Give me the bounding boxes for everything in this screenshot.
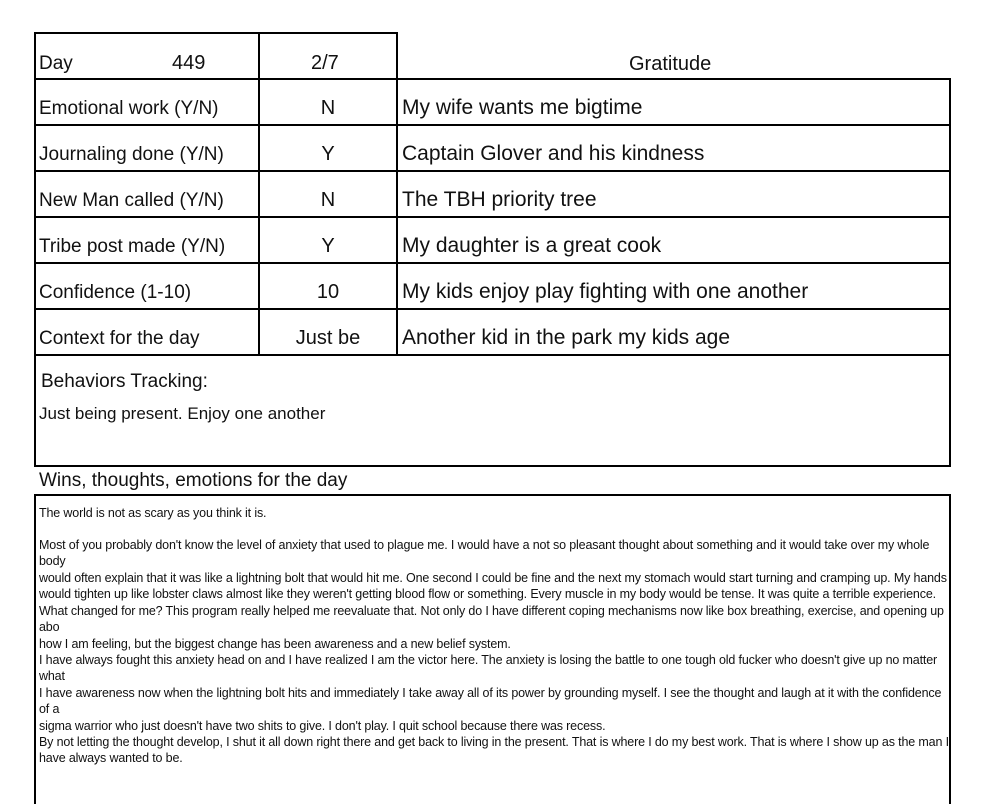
- wins-title: Wins, thoughts, emotions for the day: [39, 470, 348, 491]
- wins-paragraph-6: By not letting the thought develop, I shut it all down right there and get back to living in the present. That is where I do my best work. That is where I show up as the man I have always wanted to be.: [39, 735, 949, 766]
- row-label: Emotional work (Y/N): [39, 98, 219, 119]
- row-gratitude: Another kid in the park my kids age: [402, 326, 731, 349]
- wins-paragraph-2: Most of you probably don't know the level of anxiety that used to plague me. I would have a not so pleasant thought about something and it would take over my whole body would often explain that it was like a lightning bolt that would hit me. One second I could be fine and the next my stomach would start turning and cramping up. My hands would tighten up like lobster claws almost like they weren't getting blood flow or something. Every muscle in my body would be tense. It was quite a terrible experience.: [39, 538, 947, 601]
- wins-paragraph-4: I have always fought this anxiety head on and I have realized I am the victor here. The anxiety is losing the battle to one tough old fucker who doesn't give up no matter what: [39, 653, 938, 684]
- row-value: Just be: [295, 327, 361, 349]
- row-gratitude: My kids enjoy play fighting with one another: [402, 280, 809, 303]
- behaviors-title: Behaviors Tracking:: [41, 371, 208, 392]
- row-value: Y: [321, 143, 335, 165]
- wins-paragraph-5: I have awareness now when the lightning bolt hits and immediately I take away all of its power by grounding myself. I see the thought and laugh at it with the confidence of a sigma warrior who just doesn't have two shits to give. I don't play. I quit school because there was recess.: [39, 686, 942, 733]
- day-label: Day: [39, 53, 73, 74]
- row-label: New Man called (Y/N): [39, 190, 224, 211]
- row-label: Tribe post made (Y/N): [39, 236, 226, 257]
- gratitude-heading: Gratitude: [629, 53, 712, 75]
- row-label: Confidence (1-10): [39, 282, 192, 303]
- wins-paragraph-1: The world is not as scary as you think it is.: [39, 506, 267, 520]
- row-gratitude: Captain Glover and his kindness: [402, 142, 705, 165]
- day-number: 449: [172, 52, 206, 74]
- row-label: Context for the day: [39, 328, 200, 349]
- header-top-line: [396, 32, 398, 80]
- row-gratitude: The TBH priority tree: [402, 188, 597, 211]
- row-label: Journaling done (Y/N): [39, 144, 224, 165]
- row-value: Y: [321, 235, 335, 257]
- row-value: N: [320, 189, 336, 211]
- date-value: 2/7: [311, 52, 339, 74]
- behaviors-text: Just being present. Enjoy one another: [39, 404, 326, 423]
- row-value: 10: [316, 281, 340, 303]
- row-gratitude: My wife wants me bigtime: [402, 96, 643, 119]
- row-gratitude: My daughter is a great cook: [402, 234, 662, 257]
- wins-paragraph-3: What changed for me? This program really helped me reevaluate that. Not only do I have different coping mechanisms now like box breathing, exercise, and opening up abo how I am feeling, but the biggest change has been awareness and a new belief system.: [39, 604, 944, 651]
- row-value: N: [320, 97, 336, 119]
